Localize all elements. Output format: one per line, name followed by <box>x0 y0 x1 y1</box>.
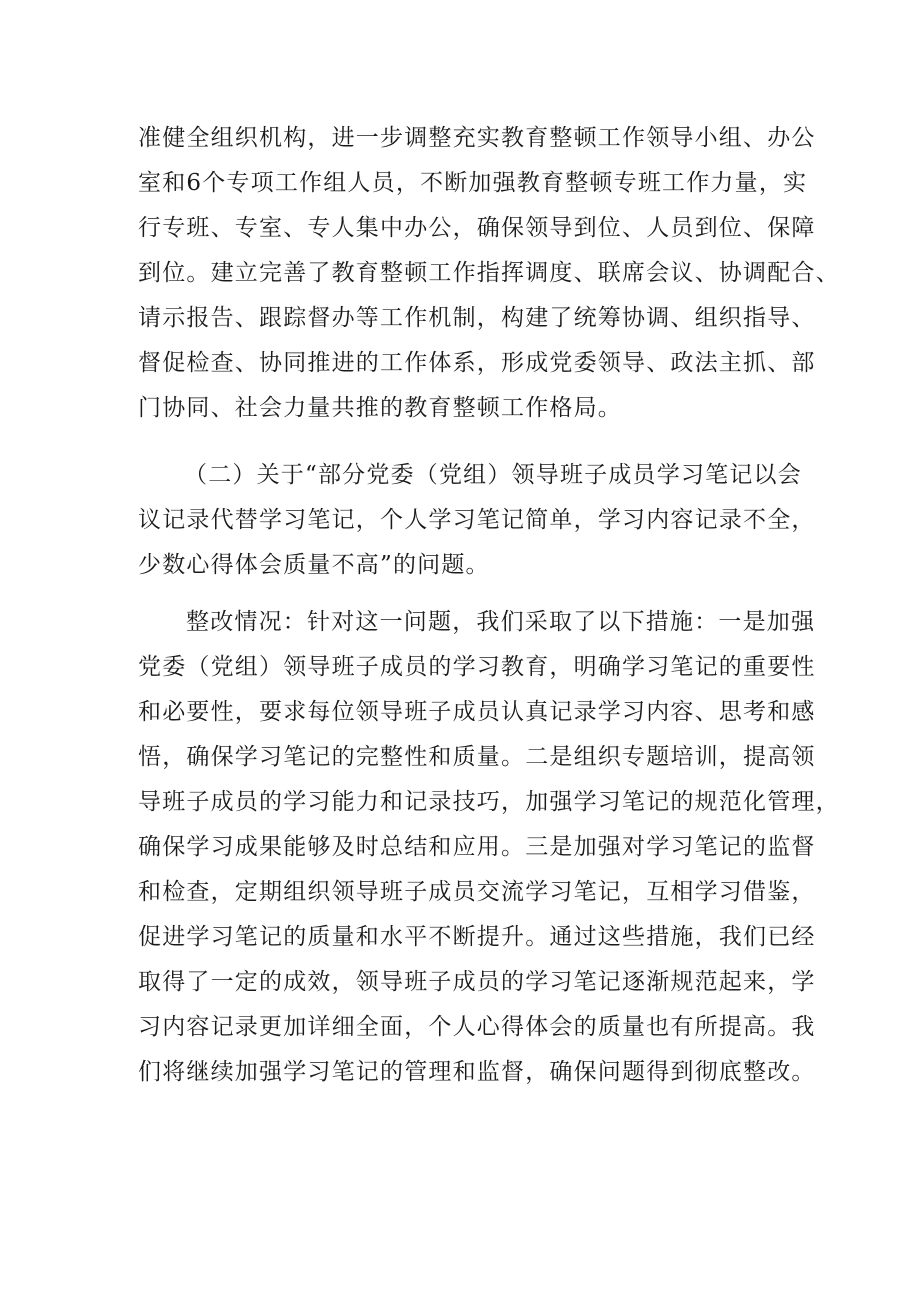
text-line: 和必要性，要求每位领导班子成员认真记录学习内容、思考和感 <box>138 699 816 725</box>
text-line: 导班子成员的学习能力和记录技巧，加强学习笔记的规范化管理， <box>138 789 840 815</box>
text-line: 习内容记录更加详细全面，个人心得体会的质量也有所提高。我 <box>138 1014 816 1040</box>
text-line: 行专班、专室、专人集中办公，确保领导到位、人员到位、保障 <box>138 215 816 241</box>
text-line: 们将继续加强学习笔记的管理和监督，确保问题得到彻底整改。 <box>138 1059 816 1085</box>
paragraph-start-line: 整改情况：针对这一问题，我们采取了以下措施：一是加强 <box>186 609 816 635</box>
section-heading-line: （二）关于“部分党委（党组）领导班子成员学习笔记以会 <box>184 462 802 488</box>
text-line: 党委（党组）领导班子成员的学习教育，明确学习笔记的重要性 <box>138 654 816 680</box>
text-line: 到位。建立完善了教育整顿工作指挥调度、联席会议、协调配合、 <box>138 260 840 286</box>
text-line: 请示报告、跟踪督办等工作机制，构建了统筹协调、组织指导、 <box>138 305 816 331</box>
text-line: 少数心得体会质量不高”的问题。 <box>138 552 490 578</box>
text-line: 确保学习成果能够及时总结和应用。三是加强对学习笔记的监督 <box>138 834 816 860</box>
text-line: 和检查，定期组织领导班子成员交流学习笔记，互相学习借鉴， <box>138 879 816 905</box>
text-line: 促进学习笔记的质量和水平不断提升。通过这些措施，我们已经 <box>138 924 816 950</box>
text-line: 督促检查、协同推进的工作体系，形成党委领导、政法主抓、部 <box>138 350 816 376</box>
text-line: 议记录代替学习笔记，个人学习笔记简单，学习内容记录不全， <box>138 507 816 533</box>
text-line: 准健全组织机构，进一步调整充实教育整顿工作领导小组、办公 <box>138 125 816 151</box>
text-line: 取得了一定的成效，领导班子成员的学习笔记逐渐规范起来，学 <box>138 969 816 995</box>
text-line: 室和6个专项工作组人员，不断加强教育整顿专班工作力量，实 <box>138 170 808 196</box>
text-line: 门协同、社会力量共推的教育整顿工作格局。 <box>138 395 622 421</box>
text-line: 悟，确保学习笔记的完整性和质量。二是组织专题培训，提高领 <box>138 744 816 770</box>
